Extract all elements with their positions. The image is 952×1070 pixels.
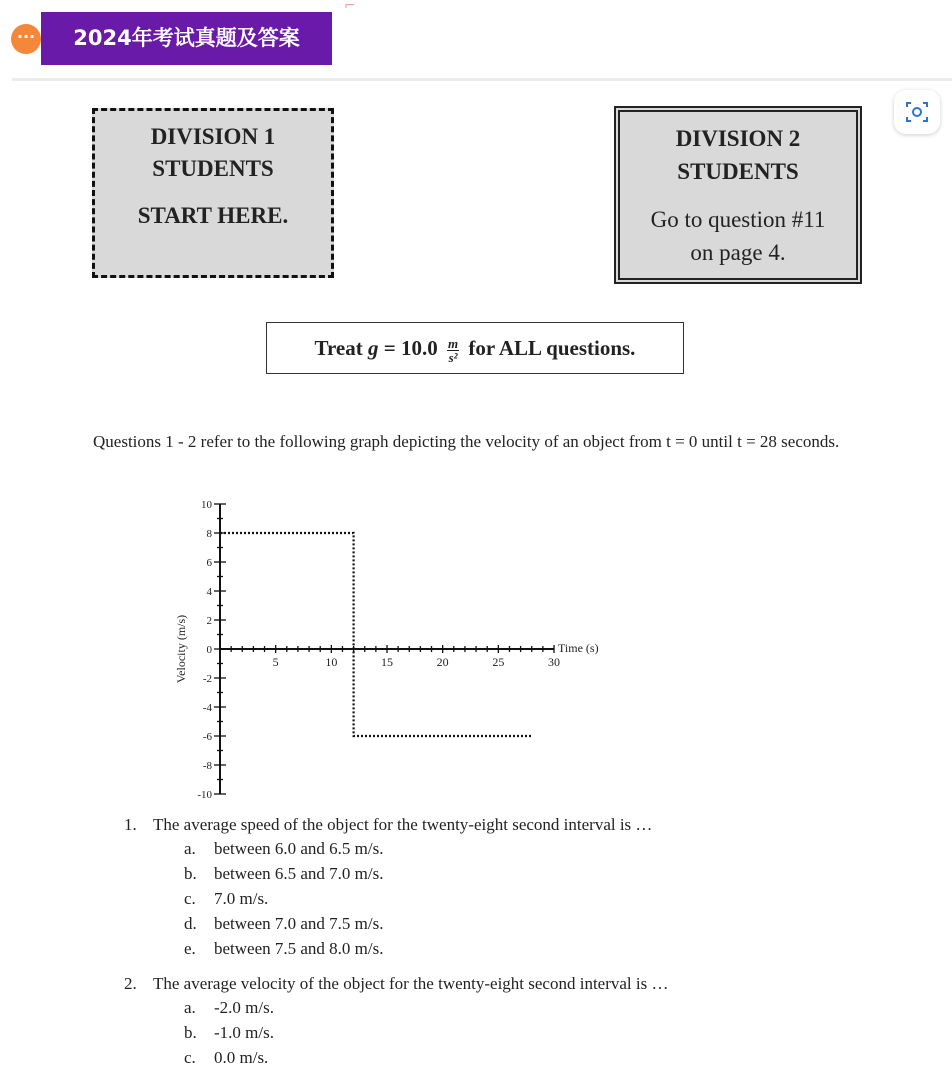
x-tick-label: 10 bbox=[325, 655, 338, 669]
y-tick-label: -6 bbox=[202, 731, 212, 743]
scan-icon bbox=[894, 90, 940, 134]
division1-title: DIVISION 1 bbox=[150, 124, 276, 149]
x-tick-label: 5 bbox=[272, 655, 279, 669]
scan-button[interactable] bbox=[894, 90, 940, 134]
division1-instruction: START HERE. bbox=[137, 203, 289, 228]
y-tick-label: 10 bbox=[201, 499, 212, 511]
gravity-note bbox=[266, 322, 684, 374]
x-tick-label: 25 bbox=[492, 655, 505, 669]
question-text: The average speed of the object for the twenty-eight second interval is … bbox=[153, 815, 653, 834]
y-tick-label: 6 bbox=[206, 557, 212, 569]
y-axis-label: Velocity (m/s) bbox=[174, 614, 188, 684]
question-number: 2. bbox=[124, 974, 137, 993]
gravity-symbol: g bbox=[368, 336, 379, 360]
option-text: between 7.5 and 8.0 m/s. bbox=[214, 939, 384, 958]
velocity-chart bbox=[168, 492, 628, 810]
division2-instruction: Go to question #11 bbox=[650, 207, 826, 232]
corner-mark: ⌐ bbox=[344, 0, 356, 14]
option-letter: e. bbox=[184, 939, 196, 958]
option-text: -1.0 m/s. bbox=[214, 1023, 274, 1042]
option-letter: a. bbox=[184, 998, 196, 1017]
option-letter: a. bbox=[184, 839, 196, 858]
option-text: between 7.0 and 7.5 m/s. bbox=[214, 914, 384, 933]
y-tick-label: -8 bbox=[202, 760, 212, 772]
option-text: between 6.5 and 7.0 m/s. bbox=[214, 864, 384, 883]
option-text: 7.0 m/s. bbox=[214, 889, 269, 908]
option-letter: c. bbox=[184, 1048, 196, 1067]
velocity-chart-svg bbox=[168, 492, 628, 810]
questions-intro: Questions 1 - 2 refer to the following graph depicting the velocity of an object from t = 0 until t = 28 seconds. bbox=[93, 432, 840, 451]
y-tick-label: 4 bbox=[206, 586, 212, 598]
option-text: between 6.0 and 6.5 m/s. bbox=[214, 839, 384, 858]
header-divider bbox=[12, 78, 952, 81]
x-tick-label: 20 bbox=[436, 655, 449, 669]
gravity-value: = 10.0 bbox=[383, 336, 438, 360]
option-letter: d. bbox=[184, 914, 197, 933]
division2-box bbox=[614, 106, 862, 284]
option-letter: b. bbox=[184, 864, 197, 883]
title-banner: 2024年考试真题及答案 bbox=[41, 12, 332, 65]
x-tick-label: 15 bbox=[381, 655, 393, 669]
gravity-unit-num: m bbox=[447, 335, 459, 351]
division2-subtitle: STUDENTS bbox=[677, 159, 799, 184]
velocity-series-line bbox=[220, 533, 532, 736]
option-text: 0.0 m/s. bbox=[214, 1048, 269, 1067]
gravity-prefix: Treat bbox=[314, 336, 363, 360]
division2-title: DIVISION 2 bbox=[675, 126, 801, 151]
chat-icon-glyph: ··· bbox=[16, 27, 36, 46]
question-text: The average velocity of the object for the twenty-eight second interval is … bbox=[153, 974, 669, 993]
y-tick-label: -2 bbox=[202, 673, 212, 685]
gravity-unit-den: s² bbox=[448, 349, 458, 365]
x-axis-label: Time (s) bbox=[558, 641, 599, 655]
y-tick-label: 2 bbox=[206, 615, 212, 627]
y-tick-label: 8 bbox=[206, 528, 212, 540]
division2-page: on page 4. bbox=[690, 240, 786, 265]
option-letter: c. bbox=[184, 889, 196, 908]
chat-bubble-icon[interactable] bbox=[11, 24, 41, 54]
y-tick-label: 0 bbox=[206, 644, 212, 656]
division1-subtitle: STUDENTS bbox=[152, 156, 274, 181]
gravity-unit bbox=[447, 337, 459, 364]
y-tick-label: -10 bbox=[197, 789, 212, 801]
option-letter: b. bbox=[184, 1023, 197, 1042]
division1-box bbox=[92, 108, 334, 278]
option-text: -2.0 m/s. bbox=[214, 998, 274, 1017]
y-tick-label: -4 bbox=[202, 702, 212, 714]
question-number: 1. bbox=[124, 815, 137, 834]
gravity-suffix: for ALL questions. bbox=[468, 336, 636, 360]
x-tick-label: 30 bbox=[548, 655, 560, 669]
